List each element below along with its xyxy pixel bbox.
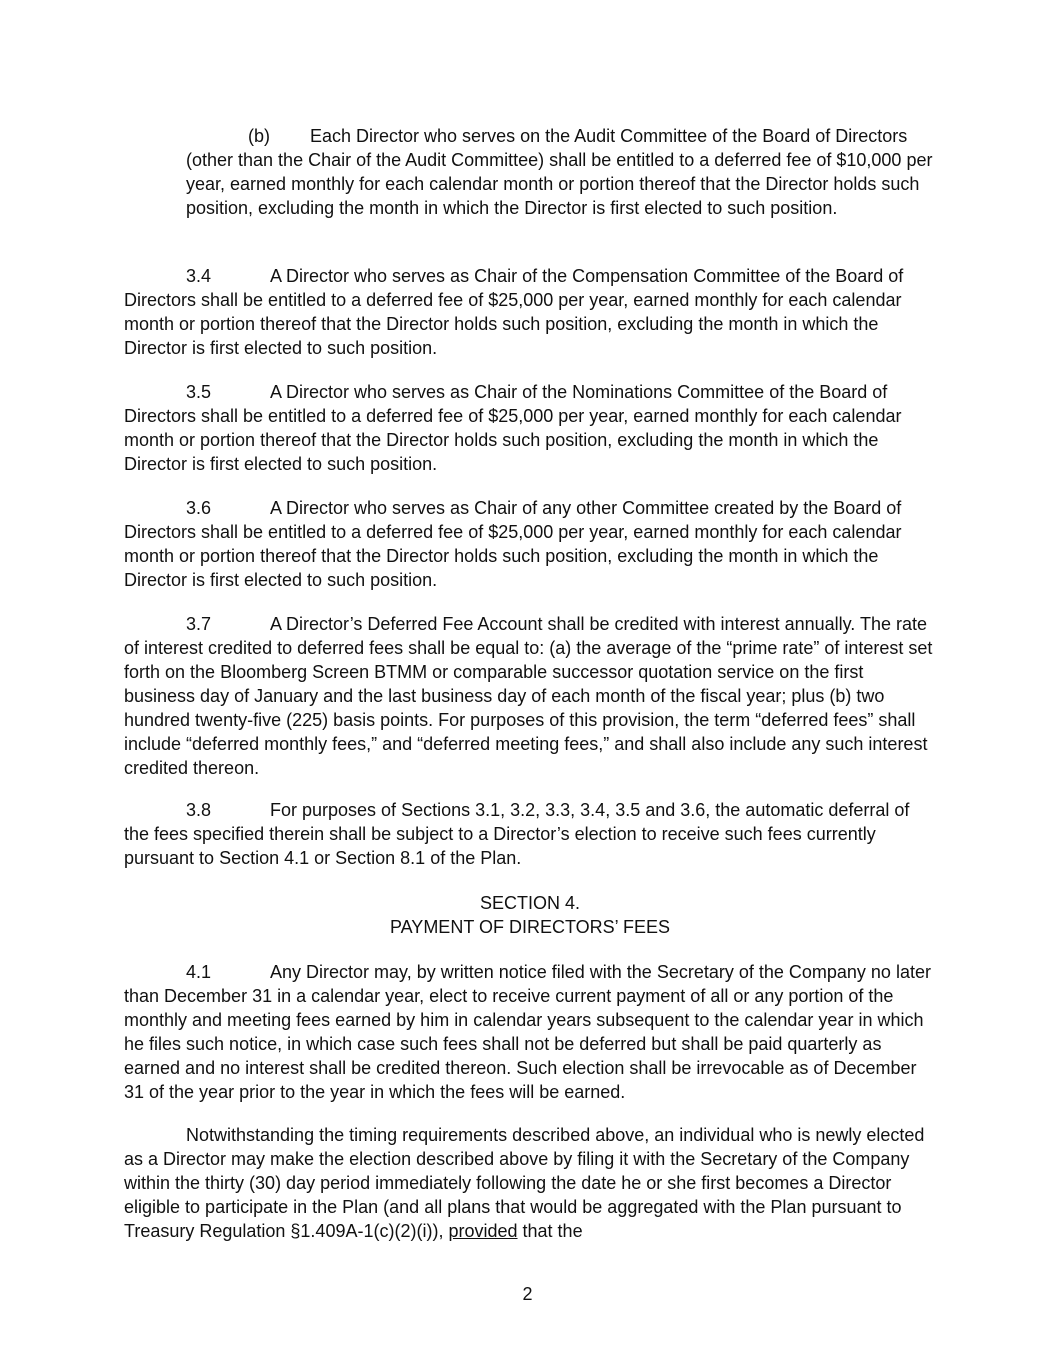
paragraph-notwithstanding bbox=[124, 1123, 936, 1243]
paragraph-3-5 bbox=[124, 380, 936, 476]
paragraph-text: A Director who serves as Chair of the Compensation Committee of the Board of Directors shall be entitled to a deferred fee of $25,000 per year, earned monthly for each calendar month or portion thereof that the Director holds such position, excluding the month in which the Director is first elected to such position. bbox=[124, 266, 904, 358]
paragraph-text: Notwithstanding the timing requirements described above, an individual who is newly elected as a Director may make the election described above by filing it with the Secretary of the Company within the thirty (30) day period immediately following the date he or she first becomes a Director eligible to participate in the Plan (and all plans that would be aggregated with the Plan pursuant to Treasury Regulation §1.409A-1(c)(2)(i)), bbox=[124, 1125, 925, 1241]
section-number: 3.5 bbox=[186, 382, 212, 402]
paragraph-b bbox=[186, 124, 936, 220]
paragraph-text: A Director’s Deferred Fee Account shall be credited with interest annually. The rate of interest credited to deferred fees shall be equal to: (a) the average of the “prime rate” of interest set forth on the Bloomberg Screen BTMM or comparable successor quotation service on the first business day of January and the last business day of each month of the fiscal year; plus (b) two hundred twenty-five (225) basis points. For purposes of this provision, the term “deferred fees” shall include “deferred monthly fees,” and “deferred meeting fees,” and shall also include any such interest credited thereon. bbox=[124, 614, 933, 778]
section-number: 3.6 bbox=[186, 498, 212, 518]
paragraph-b-text: Each Director who serves on the Audit Committee of the Board of Directors (other than the Chair of the Audit Committee) shall be entitled to a deferred fee of $10,000 per year, earned monthly for each calendar month or portion thereof that the Director holds such position, excluding the month in which the Director is first elected to such position. bbox=[186, 126, 933, 218]
section-heading: SECTION 4. bbox=[479, 893, 581, 913]
section-number: 3.7 bbox=[186, 614, 212, 634]
page-number: 2 bbox=[522, 1284, 533, 1304]
paragraph-text: A Director who serves as Chair of the Nominations Committee of the Board of Directors shall be entitled to a deferred fee of $25,000 per year, earned monthly for each calendar month or portion thereof that the Director holds such position, excluding the month in which the Director is first elected to such position. bbox=[124, 382, 902, 474]
paragraph-3-4 bbox=[124, 264, 936, 360]
paragraph-tail: that the bbox=[522, 1221, 583, 1241]
paragraph-text: Any Director may, by written notice filed with the Secretary of the Company no later than December 31 in a calendar year, elect to receive current payment of all or any portion of the monthly and meeting fees earned by him in calendar years subsequent to the calendar year in which he files such notice, in which case such fees shall not be deferred but shall be paid quarterly as earned and no interest shall be credited thereon. Such election shall be irrevocable as of December 31 of the year prior to the year in which the fees will be earned. bbox=[124, 962, 931, 1102]
paragraph-b-label: (b) bbox=[248, 126, 270, 146]
paragraph-text: A Director who serves as Chair of any other Committee created by the Board of Directors shall be entitled to a deferred fee of $25,000 per year, earned monthly for each calendar month or portion thereof that the Director holds such position, excluding the month in which the Director is first elected to such position. bbox=[124, 498, 902, 590]
section-subheading: PAYMENT OF DIRECTORS’ FEES bbox=[389, 917, 671, 937]
section-number: 3.4 bbox=[186, 266, 212, 286]
paragraph-3-7 bbox=[124, 612, 936, 780]
paragraph-4-1 bbox=[124, 960, 936, 1104]
section-number: 4.1 bbox=[186, 962, 212, 982]
paragraph-3-8 bbox=[124, 798, 936, 870]
section-number: 3.8 bbox=[186, 800, 212, 820]
paragraph-text: For purposes of Sections 3.1, 3.2, 3.3, 3.4, 3.5 and 3.6, the automatic deferral of the fees specified therein shall be subject to a Director’s election to receive such fees currently pursuant to Section 4.1 or Section 8.1 of the Plan. bbox=[124, 800, 910, 868]
paragraph-3-6 bbox=[124, 496, 936, 592]
provided-underlined: provided bbox=[448, 1221, 518, 1241]
